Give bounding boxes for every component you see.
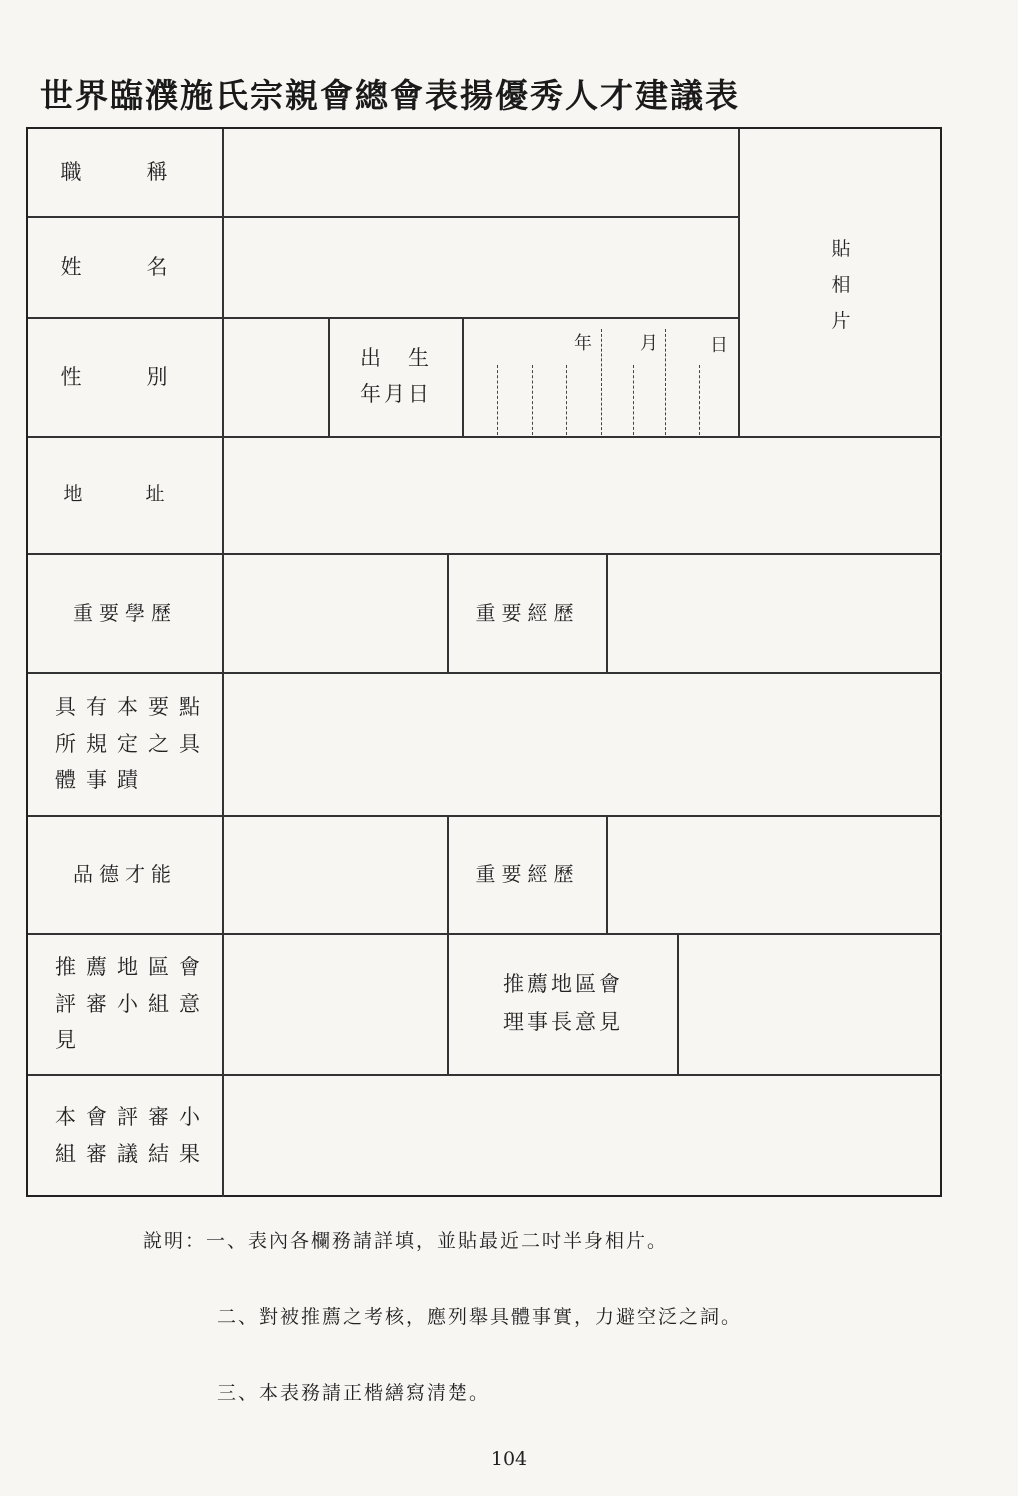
note-1: 說明：一、表內各欄務請詳填，並貼最近二吋半身相片。 (143, 1230, 669, 1252)
experience-field[interactable] (608, 554, 942, 672)
gender-field[interactable] (224, 318, 328, 436)
review-result-label: 本會評審小組審議結果 (55, 1105, 210, 1166)
birth-month-unit: 月 (640, 333, 658, 354)
deeds-label: 具有本要點所規定之具體事蹟 (55, 694, 210, 793)
region-committee-field[interactable] (224, 934, 447, 1074)
experience-field-2[interactable] (608, 816, 942, 933)
education-label: 重要學歷 (73, 600, 177, 625)
note-3: 三、本表務請正楷繕寫清楚。 (217, 1382, 491, 1404)
birth-day-unit: 日 (710, 335, 728, 356)
photo-label: 貼相片 (831, 238, 851, 332)
character-label: 品德才能 (73, 862, 177, 886)
gender-label: 性 別 (60, 364, 190, 389)
region-chair-label: 推薦地區會 理事長意見 (503, 972, 623, 1034)
name-field[interactable] (224, 217, 738, 317)
address-label: 地 址 (63, 483, 187, 506)
deeds-field[interactable] (224, 673, 942, 815)
form-title: 世界臨濮施氏宗親會總會表揚優秀人才建議表 (40, 76, 740, 115)
page-number: 104 (490, 1448, 528, 1470)
address-field[interactable] (224, 437, 942, 553)
education-field[interactable] (224, 554, 447, 672)
region-committee-label: 推薦地區會評審小組意見 (55, 954, 210, 1053)
birth-year-unit: 年 (574, 333, 592, 354)
birth-date-label: 出 生 年月日 (360, 346, 432, 406)
name-label: 姓 名 (60, 254, 190, 279)
character-field[interactable] (224, 816, 447, 933)
experience-label-2: 重要經歷 (475, 862, 580, 886)
recommendation-form (26, 127, 942, 1197)
note-2: 二、對被推薦之考核，應列舉具體事實，力避空泛之詞。 (217, 1306, 743, 1328)
experience-label: 重要經歷 (475, 600, 580, 625)
birth-date-field[interactable] (464, 318, 738, 436)
region-chair-field[interactable] (679, 934, 942, 1074)
review-result-field[interactable] (224, 1075, 942, 1197)
job-title-label: 職 稱 (60, 160, 190, 185)
job-title-field[interactable] (224, 129, 738, 216)
